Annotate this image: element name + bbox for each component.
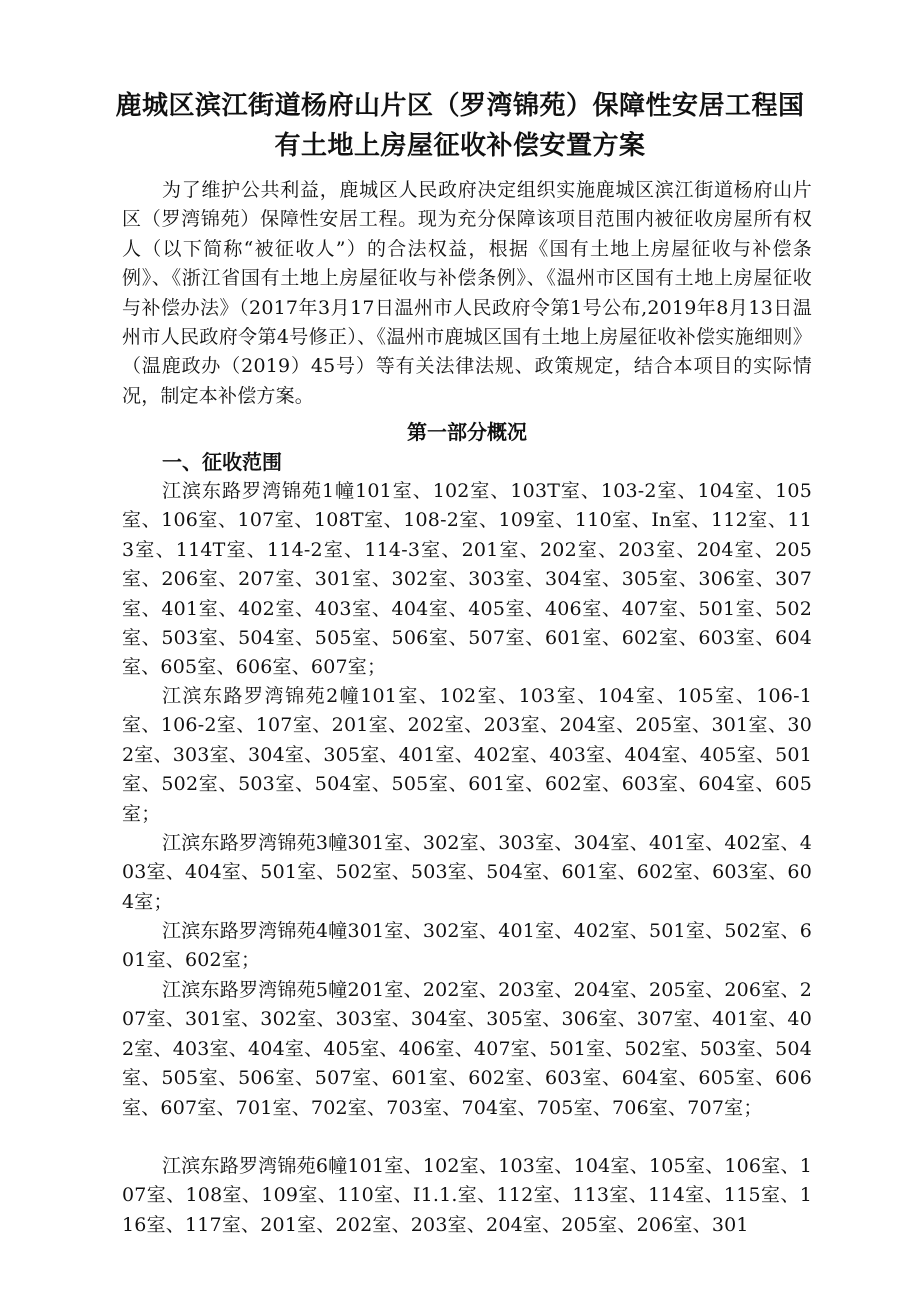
document-title	[100, 86, 820, 166]
building-4-paragraph: 江滨东路罗湾锦苑4幢301室、302室、401室、402室、501室、502室、601室、602室；	[122, 920, 812, 972]
building-1-paragraph: 江滨东路罗湾锦苑1幢101室、102室、103T室、103-2室、104室、105室、106室、107室、108T室、108-2室、109室、110室、In室、112室、113室、114T室、114-2室、114-3室、201室、202室、203室、204室、205室、206室、207室、301室、302室、303室、304室、305室、306室、307室、401室、402室、403室、404室、405室、406室、407室、501室、502室、503室、504室、505室、506室、507室、601室、602室、603室、604室、605室、606室、607室；	[122, 480, 812, 679]
building-3-paragraph: 江滨东路罗湾锦苑3幢301室、302室、303室、304室、401室、402室、403室、404室、501室、502室、503室、504室、601室、602室、603室、604室；	[122, 832, 812, 913]
document-title-line2: 有土地上房屋征收补偿安置方案	[274, 131, 646, 161]
section-heading: 一、征收范围	[162, 450, 282, 474]
intro-paragraph: 为了维护公共利益，鹿城区人民政府决定组织实施鹿城区滨江街道杨府山片区（罗湾锦苑）保障性安居工程。现为充分保障该项目范围内被征收房屋所有权人（以下简称“被征收人”）的合法权益，根据《国有土地上房屋征收与补偿条例》、《浙江省国有土地上房屋征收与补偿条例》、《温州市区国有土地上房屋征收与补偿办法》（2017年3月17日温州市人民政府令第1号公布,2019年8月13日温州市人民政府令第4号修正）、《温州市鹿城区国有土地上房屋征收补偿实施细则》（温鹿政办（2019）45号）等有关法律法规、政策规定，结合本项目的实际情况，制定本补偿方案。	[122, 179, 812, 407]
part-title: 第一部分概况	[407, 420, 527, 444]
document-title-line1: 鹿城区滨江街道杨府山片区（罗湾锦苑）保障性安居工程国	[115, 91, 805, 121]
building-6-paragraph: 江滨东路罗湾锦苑6幢101室、102室、103室、104室、105室、106室、107室、108室、109室、110室、I1.1.室、112室、113室、114室、115室、116室、117室、201室、202室、203室、204室、205室、206室、301	[122, 1155, 812, 1236]
building-2-paragraph: 江滨东路罗湾锦苑2幢101室、102室、103室、104室、105室、106-1室、106-2室、107室、201室、202室、203室、204室、205室、301室、302室、303室、304室、305室、401室、402室、403室、404室、405室、501室、502室、503室、504室、505室、601室、602室、603室、604室、605室；	[122, 685, 812, 825]
building-5-paragraph: 江滨东路罗湾锦苑5幢201室、202室、203室、204室、205室、206室、207室、301室、302室、303室、304室、305室、306室、307室、401室、402室、403室、404室、405室、406室、407室、501室、502室、503室、504室、505室、506室、507室、601室、602室、603室、604室、605室、606室、607室、701室、702室、703室、704室、705室、706室、707室；	[122, 979, 812, 1119]
